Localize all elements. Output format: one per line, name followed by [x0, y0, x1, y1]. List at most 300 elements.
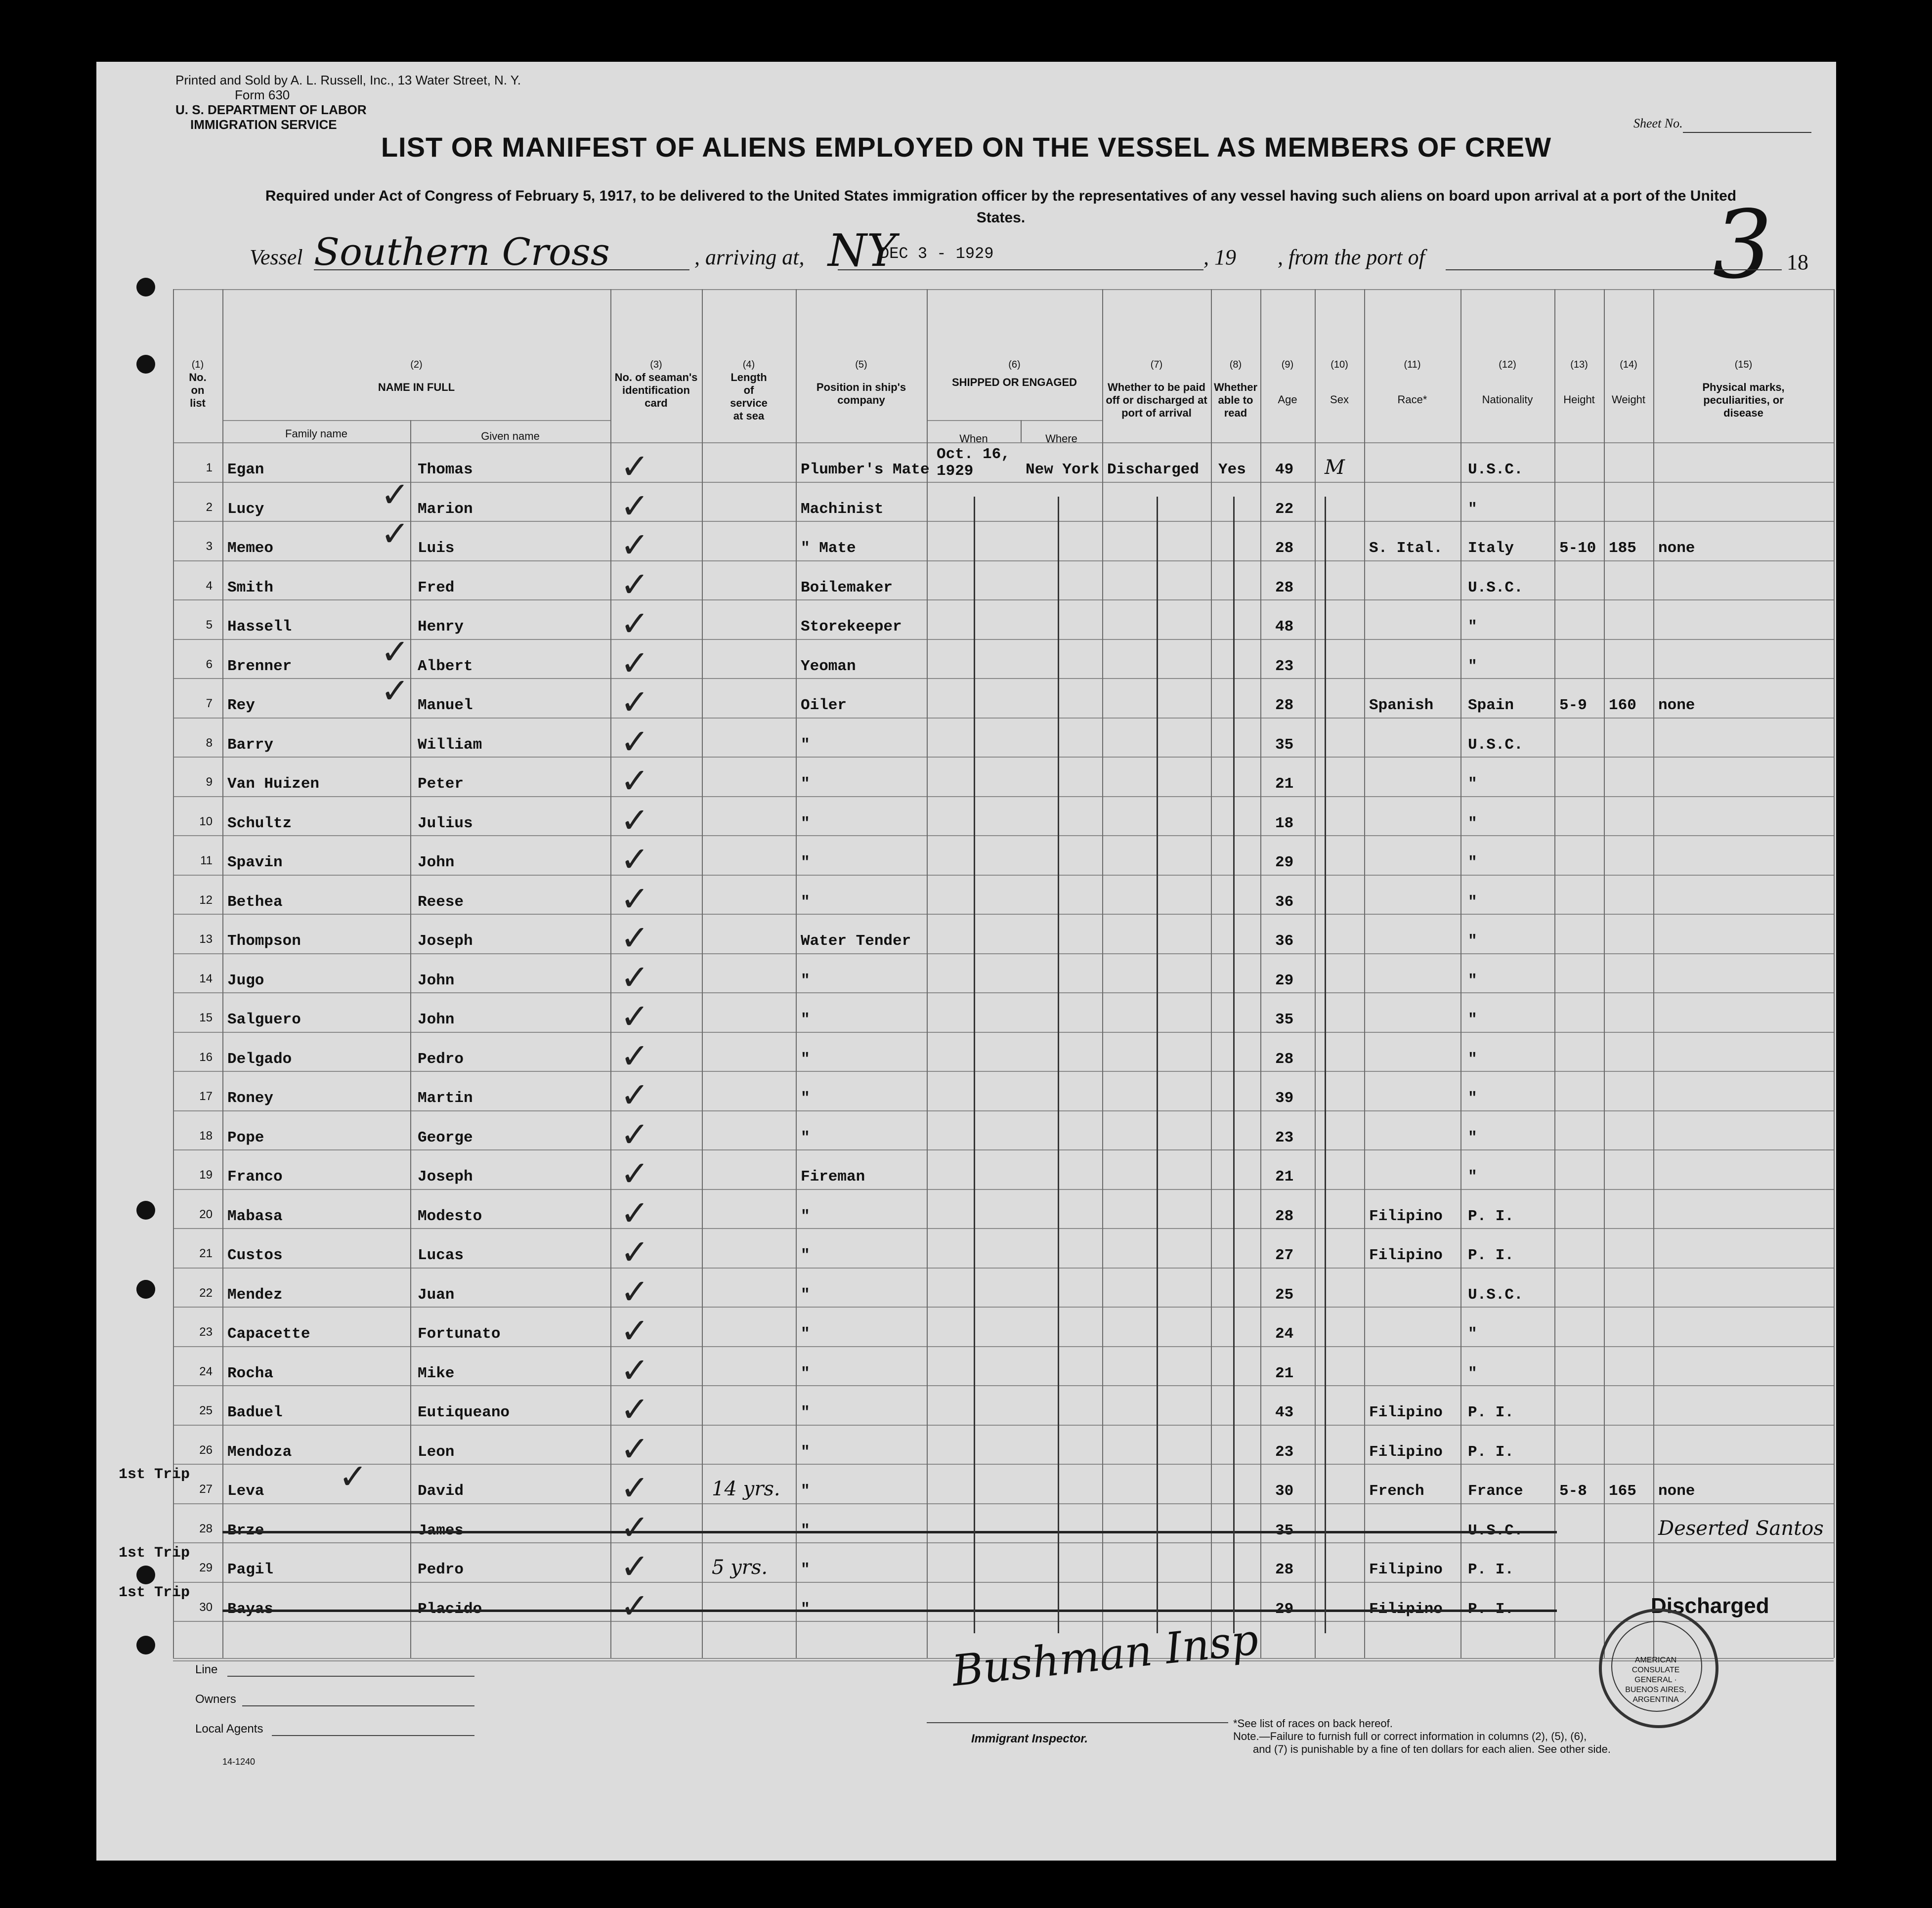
- row-number: 1: [206, 461, 213, 474]
- race: Filipino: [1369, 1600, 1443, 1618]
- check-mark-icon: ✓: [620, 957, 649, 998]
- position: ": [801, 814, 810, 832]
- binder-hole: [136, 1280, 155, 1299]
- given-name: Modesto: [418, 1207, 482, 1225]
- row-number: 7: [206, 697, 213, 710]
- family-name: Mendez: [227, 1286, 283, 1304]
- column-rule: [173, 289, 174, 1658]
- col14-header: [1604, 358, 1653, 406]
- form-number: Form 630: [235, 87, 290, 102]
- col9-num: (9): [1281, 359, 1294, 370]
- age: 27: [1275, 1247, 1294, 1264]
- col4-num: (4): [742, 359, 755, 370]
- line-underline: [227, 1676, 474, 1677]
- check-mark-icon: ✓: [620, 1075, 649, 1115]
- given-name: William: [418, 736, 482, 754]
- col7-label: Whether to be paid off or discharged at port of arrival: [1106, 381, 1207, 419]
- from-label: , from the port of: [1278, 245, 1425, 269]
- col2-num: (2): [410, 359, 423, 370]
- where-header: Where: [1045, 432, 1077, 445]
- row-rule: [173, 757, 1834, 758]
- race: Filipino: [1369, 1207, 1443, 1225]
- check-mark-icon: ✓: [620, 1389, 649, 1430]
- sex: M: [1325, 456, 1345, 479]
- col6-header: [927, 358, 1102, 389]
- position: ": [801, 1011, 810, 1028]
- page-number: 18: [1787, 250, 1808, 274]
- position: ": [801, 854, 810, 871]
- age: 21: [1275, 775, 1294, 793]
- check-mark-icon: ✓: [620, 603, 649, 644]
- family-name: Bayas: [227, 1600, 274, 1618]
- nationality: P. I.: [1468, 1443, 1514, 1461]
- service: IMMIGRATION SERVICE: [190, 117, 337, 132]
- check-mark-icon: ✓: [620, 721, 649, 762]
- given-name: Pedro: [418, 1561, 464, 1578]
- footnote: [1233, 1717, 1611, 1756]
- col1-header: [173, 358, 222, 410]
- check-mark-icon: ✓: [381, 631, 410, 672]
- family-name: Brze: [227, 1522, 264, 1539]
- given-name: Marion: [418, 500, 473, 518]
- given-name: Henry: [418, 618, 464, 636]
- nationality: P. I.: [1468, 1561, 1514, 1578]
- age: 22: [1275, 500, 1294, 518]
- height: 5-10: [1559, 540, 1596, 557]
- position: Fireman: [801, 1168, 865, 1186]
- row-number: 5: [206, 618, 213, 632]
- row-number: 24: [199, 1364, 213, 1378]
- race: Spanish: [1369, 697, 1434, 714]
- col11-num: (11): [1404, 359, 1421, 370]
- race: S. Ital.: [1369, 540, 1443, 557]
- first-trip-note: 1st Trip: [119, 1545, 190, 1562]
- col3-label: No. of seaman's identification card: [614, 371, 698, 409]
- position: Machinist: [801, 500, 884, 518]
- date-stamp: DEC 3 - 1929: [880, 245, 994, 263]
- age: 23: [1275, 657, 1294, 675]
- col11-label: Race*: [1397, 393, 1427, 406]
- age: 36: [1275, 933, 1294, 950]
- page-subtitle: Required under Act of Congress of February 5, 1917, to be delivered to the United States immigration officer by the representatives of any vessel having such aliens on board upon arrival at a port of the United States.: [265, 188, 1737, 226]
- nationality: U.S.C.: [1468, 1522, 1523, 1539]
- family-name: Pope: [227, 1129, 264, 1146]
- given-name: Reese: [418, 893, 464, 911]
- col1-num: (1): [191, 359, 204, 370]
- agents-underline: [272, 1735, 474, 1736]
- able-to-read: Yes: [1218, 461, 1246, 478]
- position: Oiler: [801, 697, 847, 714]
- given-name: John: [418, 1011, 455, 1028]
- given-name: Albert: [418, 657, 473, 675]
- from-underline: [1446, 269, 1782, 270]
- given-name: Thomas: [418, 461, 473, 478]
- binder-hole: [136, 1636, 155, 1654]
- col5-num: (5): [855, 359, 867, 370]
- check-mark-icon: ✓: [620, 1350, 649, 1391]
- col8-num: (8): [1229, 359, 1242, 370]
- line-label: Line: [195, 1663, 218, 1676]
- column-rule: [1604, 289, 1605, 1658]
- position: ": [801, 1561, 810, 1578]
- row-rule: [173, 875, 1834, 876]
- check-mark-icon: ✓: [381, 474, 410, 515]
- family-name: Bethea: [227, 893, 283, 911]
- age: 28: [1275, 1050, 1294, 1068]
- col8-header: [1211, 358, 1260, 420]
- stamp-text: AMERICAN CONSULATE GENERAL · BUENOS AIRES, ARGENTINA: [1625, 1656, 1686, 1704]
- check-mark-icon: ✓: [620, 1271, 649, 1312]
- family-name: Rey: [227, 697, 255, 714]
- position: Boilemaker: [801, 579, 893, 596]
- race: French: [1369, 1483, 1424, 1500]
- inspector-label: Immigrant Inspector.: [971, 1732, 1088, 1745]
- ditto-stroke: [974, 497, 975, 1633]
- family-name: Mabasa: [227, 1207, 283, 1225]
- weight: 185: [1609, 540, 1636, 557]
- given-name: Placido: [418, 1600, 482, 1618]
- crew-table: [119, 289, 1834, 1658]
- family-name: Roney: [227, 1090, 274, 1107]
- owners-underline: [242, 1705, 474, 1706]
- given-name: Eutiqueano: [418, 1404, 510, 1421]
- shipped-subheader-rule: [927, 420, 1102, 421]
- row-number: 21: [199, 1247, 213, 1260]
- given-name: Fortunato: [418, 1325, 501, 1343]
- vessel-label: Vessel: [250, 245, 303, 269]
- binder-hole: [136, 278, 155, 297]
- age: 30: [1275, 1483, 1294, 1500]
- col12-header: [1460, 358, 1554, 406]
- position: ": [801, 1050, 810, 1068]
- family-name: Capacette: [227, 1325, 310, 1343]
- position: Water Tender: [801, 933, 911, 950]
- given-name: Peter: [418, 775, 464, 793]
- given-name: David: [418, 1483, 464, 1500]
- age: 39: [1275, 1090, 1294, 1107]
- family-name: Jugo: [227, 972, 264, 989]
- check-mark-icon: ✓: [620, 1311, 649, 1351]
- family-name: Rocha: [227, 1364, 274, 1382]
- row-number: 26: [199, 1443, 213, 1457]
- col5-header: [796, 358, 927, 407]
- column-rule: [1211, 289, 1212, 1658]
- row-number: 14: [199, 972, 213, 985]
- age: 21: [1275, 1364, 1294, 1382]
- check-mark-icon: ✓: [620, 1035, 649, 1076]
- position: ": [801, 1404, 810, 1421]
- check-mark-icon: ✓: [620, 800, 649, 841]
- check-mark-icon: ✓: [620, 485, 649, 526]
- nationality: ": [1468, 972, 1477, 989]
- family-name: Leva: [227, 1483, 264, 1500]
- row-number: 29: [199, 1561, 213, 1574]
- col4-header: [702, 358, 796, 423]
- position: Storekeeper: [801, 618, 902, 636]
- age: 28: [1275, 1561, 1294, 1578]
- age: 28: [1275, 697, 1294, 714]
- given-name: Fred: [418, 579, 455, 596]
- check-mark-icon: ✓: [620, 761, 649, 801]
- row-number: 20: [199, 1207, 213, 1221]
- nationality: ": [1468, 1325, 1477, 1343]
- row-rule: [173, 796, 1834, 797]
- given-name: Julius: [418, 814, 473, 832]
- check-mark-icon: ✓: [620, 1585, 649, 1626]
- col8-label: Whether able to read: [1214, 381, 1257, 419]
- nationality: U.S.C.: [1468, 736, 1523, 754]
- col13-label: Height: [1563, 393, 1595, 406]
- col14-label: Weight: [1611, 393, 1646, 406]
- shipped-when: Oct. 16, 1929: [937, 446, 1010, 480]
- column-rule: [610, 289, 611, 1658]
- nationality: ": [1468, 933, 1477, 950]
- check-mark-icon: ✓: [620, 1153, 649, 1194]
- given-name-header: Given name: [481, 430, 540, 442]
- row-rule: [173, 1071, 1834, 1072]
- row-number: 15: [199, 1011, 213, 1024]
- position: ": [801, 736, 810, 754]
- nationality: ": [1468, 618, 1477, 636]
- age: 28: [1275, 579, 1294, 596]
- position: ": [801, 1364, 810, 1382]
- col10-label: Sex: [1330, 393, 1349, 406]
- year-label: , 19: [1203, 245, 1236, 269]
- col4-label: Length of service at sea: [730, 371, 768, 422]
- row-number: 4: [206, 579, 213, 593]
- given-name: Mike: [418, 1364, 455, 1382]
- nationality: ": [1468, 814, 1477, 832]
- row-number: 17: [199, 1090, 213, 1103]
- nationality: ": [1468, 1129, 1477, 1146]
- check-mark-icon: ✓: [620, 996, 649, 1037]
- row-rule: [173, 914, 1834, 915]
- page-title: LIST OR MANIFEST OF ALIENS EMPLOYED ON THE VESSEL AS MEMBERS OF CREW: [381, 131, 1552, 163]
- strike-through-line: [222, 1610, 1557, 1612]
- owners-label: Owners: [195, 1693, 236, 1706]
- position: ": [801, 1325, 810, 1343]
- given-name: Leon: [418, 1443, 455, 1461]
- col5-label: Position in ship's company: [816, 381, 906, 406]
- row-number: 19: [199, 1168, 213, 1182]
- family-name: Van Huizen: [227, 775, 320, 793]
- given-name: Joseph: [418, 1168, 473, 1186]
- name-divider: [410, 420, 411, 1658]
- row-number: 11: [200, 854, 213, 867]
- shipped-where: New York: [1026, 461, 1099, 478]
- ditto-stroke: [1233, 497, 1235, 1633]
- column-rule: [1834, 289, 1835, 1658]
- family-name: Schultz: [227, 814, 292, 832]
- column-rule: [1460, 289, 1461, 1658]
- col9-header: [1260, 358, 1315, 406]
- age: 35: [1275, 1011, 1294, 1028]
- position: Plumber's Mate: [801, 461, 930, 478]
- column-rule: [1260, 289, 1261, 1658]
- nationality: U.S.C.: [1468, 1286, 1523, 1304]
- row-rule: [173, 1307, 1834, 1308]
- age: 49: [1275, 461, 1294, 478]
- column-rule: [1315, 289, 1316, 1658]
- family-name: Barry: [227, 736, 274, 754]
- age: 28: [1275, 1207, 1294, 1225]
- name-subheader-rule: [222, 420, 610, 421]
- given-name: Joseph: [418, 933, 473, 950]
- given-name: James: [418, 1522, 464, 1539]
- row-rule: [173, 1268, 1834, 1269]
- age: 25: [1275, 1286, 1294, 1304]
- position: ": [801, 972, 810, 989]
- age: 21: [1275, 1168, 1294, 1186]
- row-number: 25: [199, 1404, 213, 1417]
- age: 23: [1275, 1129, 1294, 1146]
- check-mark-icon: ✓: [620, 1468, 649, 1508]
- row-rule: [173, 1582, 1834, 1583]
- age: 24: [1275, 1325, 1294, 1343]
- physical-marks: none: [1658, 697, 1695, 714]
- row-rule: [173, 1149, 1834, 1150]
- service-length: 5 yrs.: [712, 1556, 768, 1579]
- given-name: Manuel: [418, 697, 473, 714]
- row-rule: [173, 992, 1834, 993]
- weight: 165: [1609, 1483, 1636, 1500]
- given-name: Martin: [418, 1090, 473, 1107]
- given-name: Pedro: [418, 1050, 464, 1068]
- row-number: 10: [199, 814, 213, 828]
- age: 28: [1275, 540, 1294, 557]
- row-rule: [173, 1425, 1834, 1426]
- binder-hole: [136, 1201, 155, 1220]
- family-name: Lucy: [227, 500, 264, 518]
- col7-header: [1102, 358, 1211, 420]
- first-trip-note: 1st Trip: [119, 1466, 190, 1483]
- row-rule: [173, 521, 1834, 522]
- nationality: ": [1468, 1364, 1477, 1382]
- given-name: George: [418, 1129, 473, 1146]
- column-rule: [702, 289, 703, 1658]
- check-mark-icon: ✓: [620, 878, 649, 919]
- printer-text: Printed and Sold by A. L. Russell, Inc., 13 Water Street, N. Y.: [175, 73, 521, 87]
- col1-label: No. on list: [189, 371, 207, 409]
- given-name: Lucas: [418, 1247, 464, 1264]
- position: ": [801, 1129, 810, 1146]
- col15-num: (15): [1734, 359, 1753, 370]
- position: ": [801, 893, 810, 911]
- nationality: U.S.C.: [1468, 461, 1523, 478]
- physical-marks: none: [1658, 540, 1695, 557]
- ditto-stroke: [1325, 497, 1326, 1633]
- col10-num: (10): [1331, 359, 1348, 370]
- family-name-header: Family name: [285, 427, 347, 440]
- column-rule: [222, 289, 223, 1658]
- row-rule: [173, 1110, 1834, 1111]
- nationality: ": [1468, 1011, 1477, 1028]
- check-mark-icon: ✓: [620, 918, 649, 958]
- check-mark-icon: ✓: [620, 839, 649, 880]
- age: 36: [1275, 893, 1294, 911]
- row-number: 9: [206, 775, 213, 789]
- row-rule: [173, 718, 1834, 719]
- age: 29: [1275, 972, 1294, 989]
- discharged: Discharged: [1107, 461, 1200, 478]
- printer-line: [175, 73, 521, 132]
- row-rule: [173, 953, 1834, 954]
- col3-num: (3): [650, 359, 662, 370]
- note-races: *See list of races on back hereof.: [1233, 1717, 1393, 1730]
- physical-marks: none: [1658, 1483, 1695, 1500]
- physical-marks: Discharged: [1651, 1593, 1769, 1618]
- age: 29: [1275, 1600, 1294, 1618]
- column-rule: [927, 289, 928, 1658]
- check-mark-icon: ✓: [620, 564, 649, 605]
- age: 48: [1275, 618, 1294, 636]
- col6-num: (6): [1008, 359, 1021, 370]
- check-mark-icon: ✓: [620, 525, 649, 565]
- family-name: Hassell: [227, 618, 292, 636]
- check-mark-icon: ✓: [620, 1192, 649, 1233]
- col6-label: SHIPPED OR ENGAGED: [951, 376, 1077, 388]
- row-number: 8: [206, 736, 213, 750]
- col15-header: [1653, 358, 1834, 420]
- family-name: Thompson: [227, 933, 301, 950]
- col14-num: (14): [1620, 359, 1637, 370]
- nationality: Italy: [1468, 540, 1514, 557]
- race: Filipino: [1369, 1404, 1443, 1421]
- col3-header: [610, 358, 702, 410]
- nationality: ": [1468, 893, 1477, 911]
- first-trip-note: 1st Trip: [119, 1584, 190, 1601]
- race: Filipino: [1369, 1561, 1443, 1578]
- row-rule: [173, 1503, 1834, 1504]
- check-mark-icon: ✓: [620, 1507, 649, 1548]
- row-number: 18: [199, 1129, 213, 1143]
- age: 35: [1275, 736, 1294, 754]
- check-mark-icon: ✓: [620, 682, 649, 722]
- position: " Mate: [801, 540, 856, 557]
- row-number: 30: [199, 1600, 213, 1614]
- note-fine-2: and (7) is punishable by a fine of ten dollars for each alien. See other side.: [1253, 1743, 1611, 1755]
- col15-label: Physical marks, peculiarities, or disease: [1702, 381, 1785, 419]
- nationality: ": [1468, 1050, 1477, 1068]
- row-rule: [173, 1464, 1834, 1465]
- check-mark-icon: ✓: [620, 446, 649, 487]
- age: 29: [1275, 854, 1294, 871]
- age: 35: [1275, 1522, 1294, 1539]
- check-mark-icon: ✓: [620, 1428, 649, 1469]
- column-rule: [1554, 289, 1555, 1658]
- height: 5-9: [1559, 697, 1587, 714]
- nationality: ": [1468, 500, 1477, 518]
- ditto-stroke: [1157, 497, 1158, 1633]
- column-rule: [1364, 289, 1365, 1658]
- row-number: 13: [199, 933, 213, 946]
- row-rule: [173, 1385, 1834, 1386]
- col12-label: Nationality: [1482, 393, 1533, 406]
- nationality: ": [1468, 775, 1477, 793]
- arriving-label: , arriving at,: [694, 245, 805, 269]
- given-name: Juan: [418, 1286, 455, 1304]
- col7-num: (7): [1150, 359, 1163, 370]
- when-header: When: [959, 432, 988, 445]
- binder-hole: [136, 1566, 155, 1584]
- age: 43: [1275, 1404, 1294, 1421]
- nationality: P. I.: [1468, 1247, 1514, 1264]
- height: 5-8: [1559, 1483, 1587, 1500]
- row-number: 22: [199, 1286, 213, 1300]
- given-name: Luis: [418, 540, 455, 557]
- row-rule: [173, 1346, 1834, 1347]
- row-number: 2: [206, 500, 213, 514]
